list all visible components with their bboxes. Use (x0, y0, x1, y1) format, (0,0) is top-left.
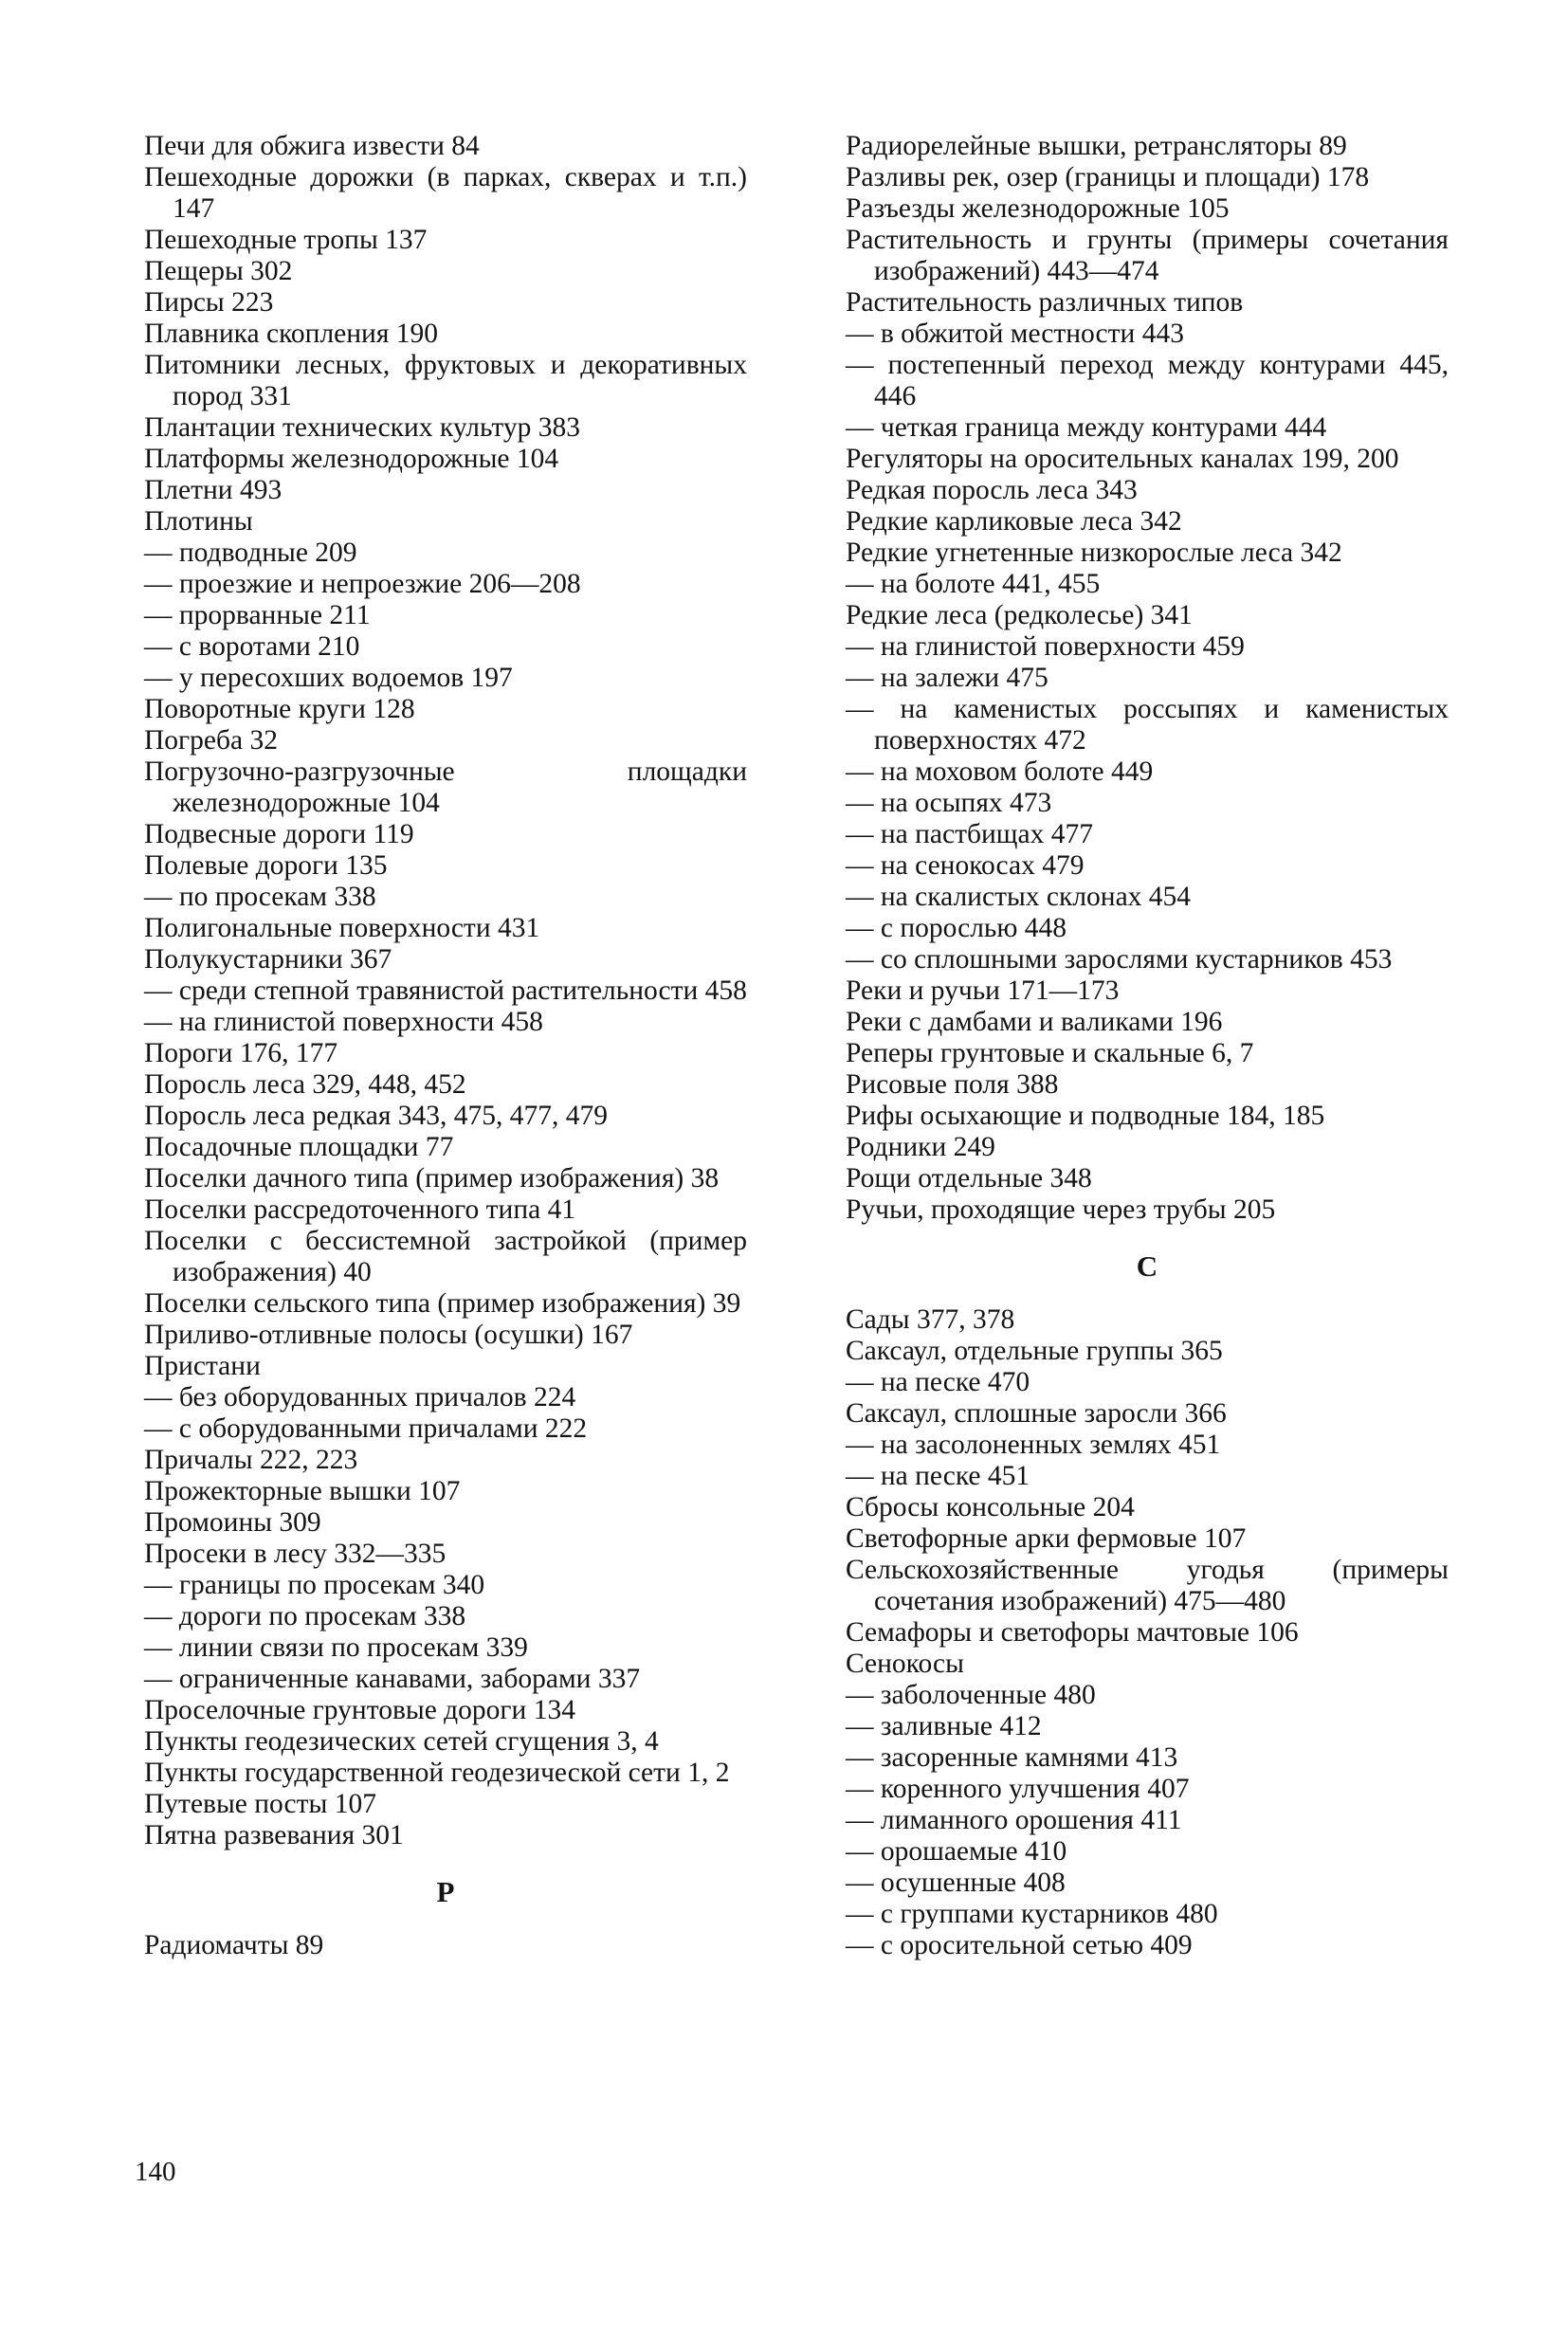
index-entry: Сельскохозяйственные угодья (примеры сочетания изображений) 475—480 (846, 1555, 1449, 1616)
page-number: 140 (135, 2157, 176, 2187)
index-entry: Саксаул, отдельные группы 365 (846, 1336, 1223, 1366)
index-entry: Пятна развевания 301 (144, 1820, 404, 1850)
index-entry: Поворотные круги 128 (144, 694, 415, 724)
index-entry: Сенокосы (846, 1649, 964, 1679)
right-column (846, 131, 1449, 1961)
index-entry: Ручьи, проходящие через трубы 205 (846, 1194, 1276, 1225)
right-entries-after-s (846, 1304, 1449, 1961)
index-entry: — на скалистых склонах 454 (846, 882, 1192, 912)
index-entry: Пещеры 302 (144, 256, 293, 286)
index-entry: Пункты геодезических сетей сгущения 3, 4 (144, 1726, 659, 1757)
index-entry: Родники 249 (846, 1132, 995, 1162)
index-entry: Пирсы 223 (144, 287, 274, 318)
index-entry: Сады 377, 378 (846, 1304, 1015, 1335)
index-entry: Редкие угнетенные низкорослые леса 342 (846, 538, 1342, 568)
index-entry: — орошаемые 410 (846, 1836, 1067, 1867)
index-entry: — на болоте 441, 455 (846, 569, 1101, 599)
index-entry: Радиомачты 89 (144, 1930, 324, 1960)
index-entry: — постепенный переход между контурами 445, 446 (846, 350, 1449, 411)
index-entry: Прожекторные вышки 107 (144, 1476, 461, 1506)
index-entry: — коренного улучшения 407 (846, 1774, 1190, 1804)
index-entry: Радиорелейные вышки, ретрансляторы 89 (846, 131, 1347, 161)
index-entry: Печи для обжига извести 84 (144, 131, 480, 161)
index-entry: — линии связи по просекам 339 (144, 1632, 528, 1663)
index-entry: — осушенные 408 (846, 1868, 1066, 1898)
left-entries (144, 131, 747, 1851)
index-entry: Рисовые поля 388 (846, 1069, 1059, 1100)
index-entry: Регуляторы на оросительных каналах 199, 200 (846, 444, 1399, 474)
index-entry: Редкие леса (редколесье) 341 (846, 600, 1193, 630)
index-entry: Погреба 32 (144, 725, 278, 756)
index-entry: Полевые дороги 135 (144, 850, 388, 881)
index-entry: Промоины 309 (144, 1507, 321, 1538)
index-entry: Пешеходные дорожки (в парках, скверах и т.п.) 147 (144, 162, 747, 224)
index-entry: — на песке 451 (846, 1461, 1030, 1491)
index-entry: Полукустарники 367 (144, 944, 392, 975)
index-entry: Питомники лесных, фруктовых и декоративных пород 331 (144, 350, 747, 411)
left-column (144, 131, 747, 1961)
index-entry: — с воротами 210 (144, 631, 360, 662)
right-entries (846, 131, 1449, 1226)
index-entry: — среди степной травянистой растительности 458 (144, 975, 747, 1006)
index-entry: — четкая граница между контурами 444 (846, 412, 1327, 443)
index-entry: Поселки дачного типа (пример изображения) 38 (144, 1163, 720, 1194)
index-entry: Пристани (144, 1351, 261, 1381)
index-entry: — со сплошными зарослями кустарников 453 (846, 944, 1393, 975)
index-entry: Путевые посты 107 (144, 1789, 376, 1819)
index-entry: Плавника скопления 190 (144, 319, 439, 349)
index-entry: — с порослью 448 (846, 913, 1067, 943)
index-entry: Плантации технических культур 383 (144, 412, 580, 443)
index-entry: Рощи отдельные 348 (846, 1163, 1092, 1194)
index-entry: — на песке 470 (846, 1367, 1030, 1397)
index-entry: — подводные 209 (144, 538, 357, 568)
index-entry: Пороги 176, 177 (144, 1038, 338, 1068)
index-entry: Растительность и грунты (примеры сочетания изображений) 443—474 (846, 225, 1449, 286)
index-entry: Реперы грунтовые и скальные 6, 7 (846, 1038, 1254, 1068)
index-entry: — заболоченные 480 (846, 1680, 1096, 1710)
index-entry: — на пастбищах 477 (846, 819, 1093, 849)
index-entry: — у пересохших водоемов 197 (144, 663, 513, 693)
index-entry: Рифы осыхающие и подводные 184, 185 (846, 1101, 1325, 1131)
index-entry: — ограниченные канавами, заборами 337 (144, 1664, 641, 1694)
index-entry: — на каменистых россыпях и каменистых поверхностях 472 (846, 694, 1449, 756)
index-entry: Полигональные поверхности 431 (144, 913, 540, 943)
index-entry: Проселочные грунтовые дороги 134 (144, 1695, 575, 1725)
index-entry: — лиманного орошения 411 (846, 1805, 1182, 1835)
index-entry: — с группами кустарников 480 (846, 1899, 1218, 1929)
index-entry: — по просекам 338 (144, 882, 376, 912)
index-entry: — в обжитой местности 443 (846, 319, 1184, 349)
index-entry: — без оборудованных причалов 224 (144, 1382, 576, 1412)
index-entry: — на глинистой поверхности 459 (846, 631, 1245, 662)
index-entry: — с оросительной сетью 409 (846, 1930, 1193, 1960)
index-entry: — проезжие и непроезжие 206—208 (144, 569, 581, 599)
index-entry: — на моховом болоте 449 (846, 756, 1154, 787)
section-letter-s: С (1136, 1249, 1158, 1283)
index-entry: — на залежи 475 (846, 663, 1048, 693)
index-entry: — на засолоненных землях 451 (846, 1430, 1221, 1460)
index-entry: Поросль леса 329, 448, 452 (144, 1069, 466, 1100)
index-entry: — заливные 412 (846, 1711, 1042, 1741)
index-entry: Посадочные площадки 77 (144, 1132, 454, 1162)
index-entry: Разливы рек, озер (границы и площади) 178 (846, 162, 1370, 192)
index-entry: Плотины (144, 506, 253, 537)
index-entry: Реки с дамбами и валиками 196 (846, 1007, 1223, 1037)
index-entry: — с оборудованными причалами 222 (144, 1413, 588, 1444)
index-entry: — на сенокосах 479 (846, 850, 1085, 881)
index-entry: Светофорные арки фермовые 107 (846, 1523, 1247, 1554)
left-entries-after-r (144, 1930, 747, 1961)
index-entry: — на осыпях 473 (846, 788, 1052, 818)
index-entry: Семафоры и светофоры мачтовые 106 (846, 1617, 1299, 1648)
index-entry: Платформы железнодорожные 104 (144, 444, 559, 474)
index-entry: Приливо-отливные полосы (осушки) 167 (144, 1320, 633, 1350)
index-entry: Редкая поросль леса 343 (846, 475, 1138, 505)
index-entry: Поросль леса редкая 343, 475, 477, 479 (144, 1101, 609, 1131)
index-entry: — границы по просекам 340 (144, 1570, 485, 1600)
index-entry: Саксаул, сплошные заросли 366 (846, 1398, 1227, 1429)
index-entry: Пункты государственной геодезической сети 1, 2 (144, 1758, 730, 1788)
index-entry: — засоренные камнями 413 (846, 1742, 1178, 1773)
index-entry: Пешеходные тропы 137 (144, 225, 428, 255)
section-letter-r: Р (436, 1875, 455, 1908)
index-entry: Просеки в лесу 332—335 (144, 1539, 447, 1569)
index-entry: Подвесные дороги 119 (144, 819, 414, 849)
index-entry: Поселки с бессистемной застройкой (пример изображения) 40 (144, 1226, 747, 1287)
index-entry: Причалы 222, 223 (144, 1445, 358, 1475)
index-entry: Разъезды железнодорожные 105 (846, 193, 1230, 224)
index-entry: Редкие карликовые леса 342 (846, 506, 1182, 537)
index-entry: Реки и ручьи 171—173 (846, 975, 1120, 1006)
index-entry: Поселки сельского типа (пример изображения) 39 (144, 1288, 741, 1319)
index-entry: Поселки рассредоточенного типа 41 (144, 1194, 576, 1225)
index-entry: — дороги по просекам 338 (144, 1601, 466, 1631)
index-entry: — прорванные 211 (144, 600, 371, 630)
index-entry: Растительность различных типов (846, 287, 1244, 318)
index-entry: Сбросы консольные 204 (846, 1492, 1135, 1522)
index-entry: Плетни 493 (144, 475, 283, 505)
index-entry: Погрузочно-разгрузочные площадки железнодорожные 104 (144, 756, 747, 818)
index-entry: — на глинистой поверхности 458 (144, 1007, 543, 1037)
